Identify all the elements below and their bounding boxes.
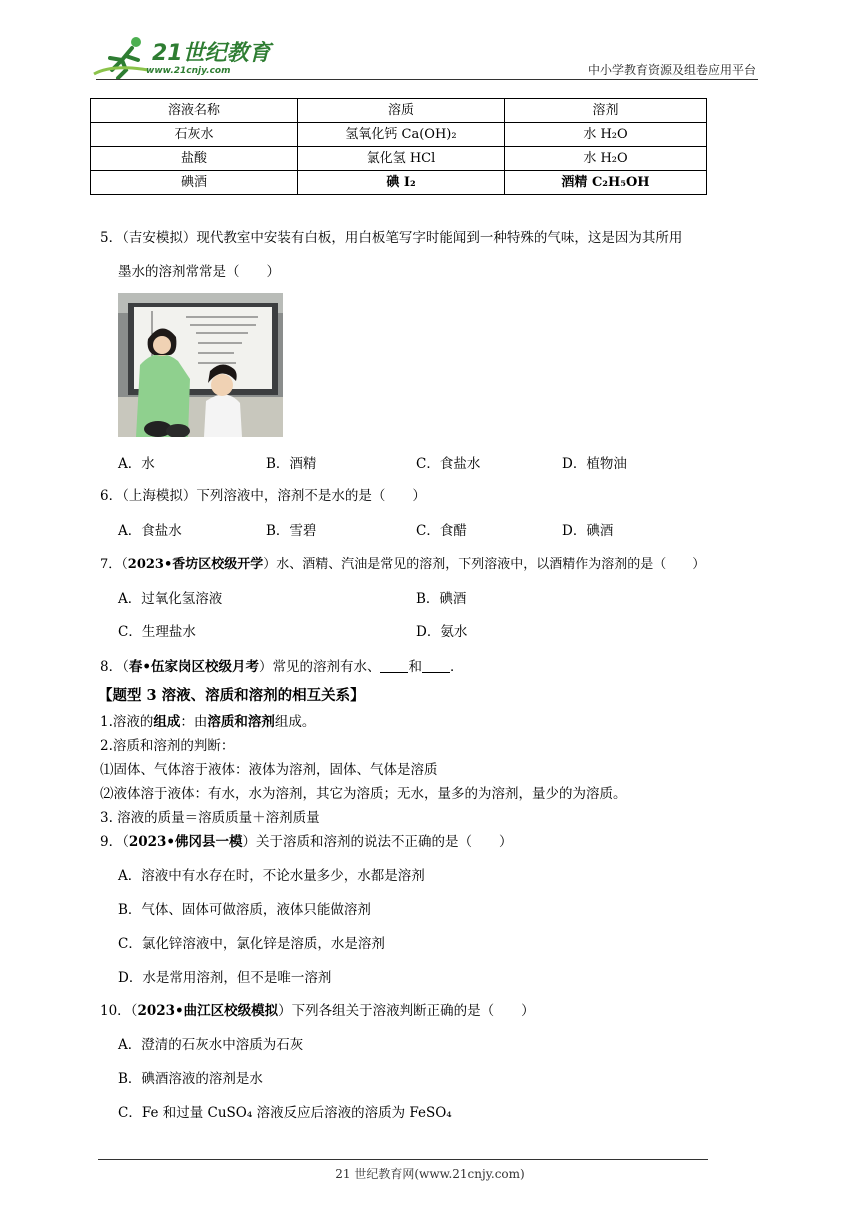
table-row bbox=[91, 171, 707, 195]
header-divider bbox=[96, 79, 758, 80]
q10-stem bbox=[100, 1001, 535, 1021]
p1-part-d: 溶质和溶剂 bbox=[207, 714, 275, 730]
q8-end: ． bbox=[449, 659, 464, 675]
q7-source: 2023•香坊区校级开学 bbox=[127, 557, 264, 572]
logo-text: 21世纪教育 bbox=[152, 41, 271, 66]
table-cell: 盐酸 bbox=[91, 147, 298, 171]
q5-stem-line2: 墨水的溶剂常常是（ ） bbox=[118, 264, 280, 280]
q8-blank-1[interactable] bbox=[380, 658, 408, 673]
table-row bbox=[91, 147, 707, 171]
q9-stem-prefix: 9．（ bbox=[100, 834, 129, 850]
q10-source: 2023•曲江区校级模拟 bbox=[137, 1003, 279, 1019]
solution-table bbox=[90, 98, 707, 195]
q10-stem-suffix: ）下列各组关于溶液判断正确的是（ ） bbox=[278, 1003, 535, 1019]
table-header-row bbox=[91, 99, 707, 123]
footer-text: 21 世纪教育网(www.21cnjy.com) bbox=[335, 1167, 525, 1181]
table-cell: 碘 I₂ bbox=[298, 171, 505, 195]
q8-and: 和 bbox=[408, 659, 422, 675]
platform-label: 中小学教育资源及组卷应用平台 bbox=[587, 63, 756, 77]
q8-stem-prefix: 8．（ bbox=[100, 659, 129, 675]
q9-option-a: A．溶液中有水存在时，不论水量多少，水都是溶剂 bbox=[118, 868, 425, 884]
p1-part-e: 组成。 bbox=[274, 714, 316, 730]
q6-option-d: D．碘酒 bbox=[562, 523, 614, 539]
q5-option-d: D．植物油 bbox=[562, 456, 627, 472]
table-cell: 氢氧化钙 Ca(OH)₂ bbox=[298, 123, 505, 147]
section-3-point-1 bbox=[100, 712, 315, 732]
section-3-title: 【题型 3 溶液、溶质和溶剂的相互关系】 bbox=[98, 687, 365, 704]
q6-option-b: B．雪碧 bbox=[266, 523, 317, 539]
q9-option-d: D．水是常用溶剂，但不是唯一溶剂 bbox=[118, 970, 332, 986]
table-cell: 石灰水 bbox=[91, 123, 298, 147]
q5-option-b: B．酒精 bbox=[266, 456, 317, 472]
runner-logo-icon bbox=[92, 34, 152, 80]
q10-option-a: A．澄清的石灰水中溶质为石灰 bbox=[118, 1037, 304, 1053]
table-row bbox=[91, 123, 707, 147]
q7-stem bbox=[100, 555, 705, 575]
table-header-cell: 溶剂 bbox=[505, 99, 707, 123]
table-cell: 酒精 C₂H₅OH bbox=[505, 171, 707, 195]
table-cell: 水 H₂O bbox=[505, 123, 707, 147]
q7-option-a: A．过氧化氢溶液 bbox=[118, 591, 223, 607]
q9-option-c: C．氯化锌溶液中，氯化锌是溶质，水是溶剂 bbox=[118, 936, 385, 952]
q6-option-a: A．食盐水 bbox=[118, 523, 182, 539]
section-3-point-2-2: ⑵液体溶于液体：有水，水为溶剂，其它为溶质；无水，量多的为溶剂，量少的为溶质。 bbox=[100, 786, 627, 802]
section-3-point-2-1: ⑴固体、气体溶于液体：液体为溶剂，固体、气体是溶质 bbox=[100, 762, 438, 778]
section-3-point-2: 2.溶质和溶剂的判断： bbox=[100, 738, 235, 754]
q8-blank-2[interactable] bbox=[422, 658, 450, 673]
q9-stem bbox=[100, 832, 513, 852]
q10-option-c: C．Fe 和过量 CuSO₄ 溶液反应后溶液的溶质为 FeSO₄ bbox=[118, 1105, 452, 1121]
table-cell: 碘酒 bbox=[91, 171, 298, 195]
q8-stem-mid: ）常见的溶剂有水、 bbox=[258, 659, 381, 675]
q8-source: 春•伍家岗区校级月考 bbox=[128, 659, 259, 675]
q10-stem-prefix: 10．（ bbox=[100, 1003, 138, 1019]
table-header-cell: 溶液名称 bbox=[91, 99, 298, 123]
logo-url: www.21cnjy.com bbox=[146, 66, 231, 76]
q6-stem: 6．（上海模拟）下列溶液中，溶剂不是水的是（ ） bbox=[100, 488, 426, 504]
p1-part-b: 组成 bbox=[153, 714, 181, 730]
q6-option-c: C．食醋 bbox=[416, 523, 467, 539]
q8-stem bbox=[100, 657, 463, 677]
q9-option-b: B．气体、固体可做溶质，液体只能做溶剂 bbox=[118, 902, 371, 918]
q9-source: 2023•佛冈县一模 bbox=[128, 834, 243, 850]
section-3-point-3: 3. 溶液的质量＝溶质质量＋溶剂质量 bbox=[100, 810, 320, 826]
q7-option-c: C．生理盐水 bbox=[118, 624, 196, 640]
q5-option-c: C．食盐水 bbox=[416, 456, 481, 472]
footer-divider bbox=[98, 1159, 708, 1160]
q7-stem-prefix: 7．（ bbox=[100, 557, 128, 572]
q9-stem-suffix: ）关于溶质和溶剂的说法不正确的是（ ） bbox=[242, 834, 513, 850]
p1-part-c: ：由 bbox=[180, 714, 208, 730]
table-cell: 氯化氢 HCl bbox=[298, 147, 505, 171]
table-header-cell: 溶质 bbox=[298, 99, 505, 123]
q5-option-a: A．水 bbox=[118, 456, 155, 472]
classroom-photo bbox=[118, 293, 283, 437]
q7-stem-suffix: ）水、酒精、汽油是常见的溶剂，下列溶液中，以酒精作为溶剂的是（ ） bbox=[263, 557, 706, 572]
p1-part-a: 1.溶液的 bbox=[100, 714, 154, 730]
q10-option-b: B．碘酒溶液的溶剂是水 bbox=[118, 1071, 263, 1087]
q7-option-b: B．碘酒 bbox=[416, 591, 467, 607]
q7-option-d: D．氨水 bbox=[416, 624, 468, 640]
q5-stem-line1: 5．（吉安模拟）现代教室中安装有白板，用白板笔写字时能闻到一种特殊的气味，这是因为其所用 bbox=[100, 230, 683, 246]
table-cell: 水 H₂O bbox=[505, 147, 707, 171]
